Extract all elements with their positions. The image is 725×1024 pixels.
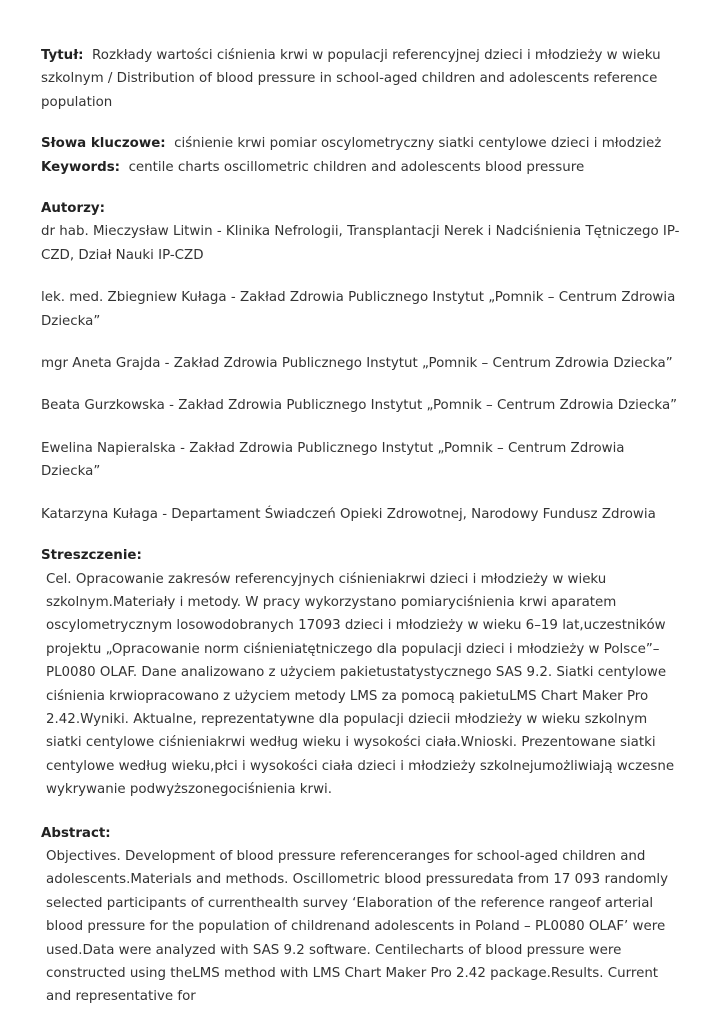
summary-pl-label: Streszczenie: xyxy=(41,548,142,564)
keywords-en-line xyxy=(41,156,681,179)
author-item: Beata Gurzkowska - Zakład Zdrowia Publicznego Instytut „Pomnik – Centrum Zdrowia Dziecka” xyxy=(41,398,678,414)
author-item: Katarzyna Kułaga - Departament Świadczeń Opieki Zdrowotnej, Narodowy Fundusz Zdrowia xyxy=(41,506,656,522)
keywords-pl-text: ciśnienie krwi pomiar oscylometryczny siatki centylowe dzieci i młodzież xyxy=(174,136,662,152)
document-page xyxy=(41,44,681,1009)
keywords-pl-line xyxy=(41,132,681,155)
author-item: dr hab. Mieczysław Litwin - Klinika Nefrologii, Transplantacji Nerek i Nadciśnienia Tętniczego IP-CZD, Dział Nauki IP-CZD xyxy=(41,224,680,263)
title-text: Rozkłady wartości ciśnienia krwi w populacji referencyjnej dzieci i młodzieży w wieku szkolnym / Distribution of blood pressure in school-aged children and adolescents reference population xyxy=(41,48,661,110)
authors-label: Autorzy: xyxy=(41,201,105,217)
title-label: Tytuł: xyxy=(41,48,84,63)
abstract-en-label: Abstract: xyxy=(41,825,111,841)
keywords-en-text: centile charts oscillometric children and adolescents blood pressure xyxy=(128,159,585,175)
title-paragraph xyxy=(41,44,681,114)
summary-pl-text: Cel. Opracowanie zakresów referencyjnych ciśnieniakrwi dzieci i młodzieży w wieku szkolnym.Materiały i metody. W pracy wykorzystano pomiaryciśnienia krwi aparatem oscylometrycznym losowodobranych 17093 dzieci i młodzieży w wieku 6–19 lat,uczestników projektu „Opracowanie norm ciśnieniatętniczego dla populacji dzieci i młodzieży w Polsce”– PL0080 OLAF. Dane analizowano z użyciem pakietustatystycznego SAS 9.2. Siatki centylowe ciśnienia krwiopracowano z użyciem metody LMS za pomocą pakietuLMS Chart Maker Pro 2.42.Wyniki. Aktualne, reprezentatywne dla populacji dziecii młodzieży w wieku szkolnym siatki centylowe ciśnieniakrwi według wieku i wysokości ciała.Wnioski. Prezentowane siatki centylowe według wieku,płci i wysokości ciała dzieci i młodzieży szkolnejumożliwiają wczesne wykrywanie podwyższonegociśnienia krwi. xyxy=(46,571,675,798)
author-item: lek. med. Zbiegniew Kułaga - Zakład Zdrowia Publicznego Instytut „Pomnik – Centrum Zdrowia Dziecka” xyxy=(41,290,676,329)
keywords-en-label: Keywords: xyxy=(41,159,121,175)
author-item: Ewelina Napieralska - Zakład Zdrowia Publicznego Instytut „Pomnik – Centrum Zdrowia Dziecka” xyxy=(41,440,625,480)
abstract-en-text: Objectives. Development of blood pressure referenceranges for school-aged children and adolescents.Materials and methods. Oscillometric blood pressuredata from 17 093 randomly selected participants of currenthealth survey ‘Elaboration of the reference rangeof arterial blood pressure for the population of childrenand adolescents in Poland – PL0080 OLAF’ were used.Data were analyzed with SAS 9.2 software. Centilecharts of blood pressure were constructed using theLMS method with LMS Chart Maker Pro 2.42 package.Results. Current and representative for xyxy=(46,848,669,1005)
keywords-pl-label: Słowa kluczowe: xyxy=(41,136,166,152)
author-item: mgr Aneta Grajda - Zakład Zdrowia Publicznego Instytut „Pomnik – Centrum Zdrowia Dziecka” xyxy=(41,356,673,372)
